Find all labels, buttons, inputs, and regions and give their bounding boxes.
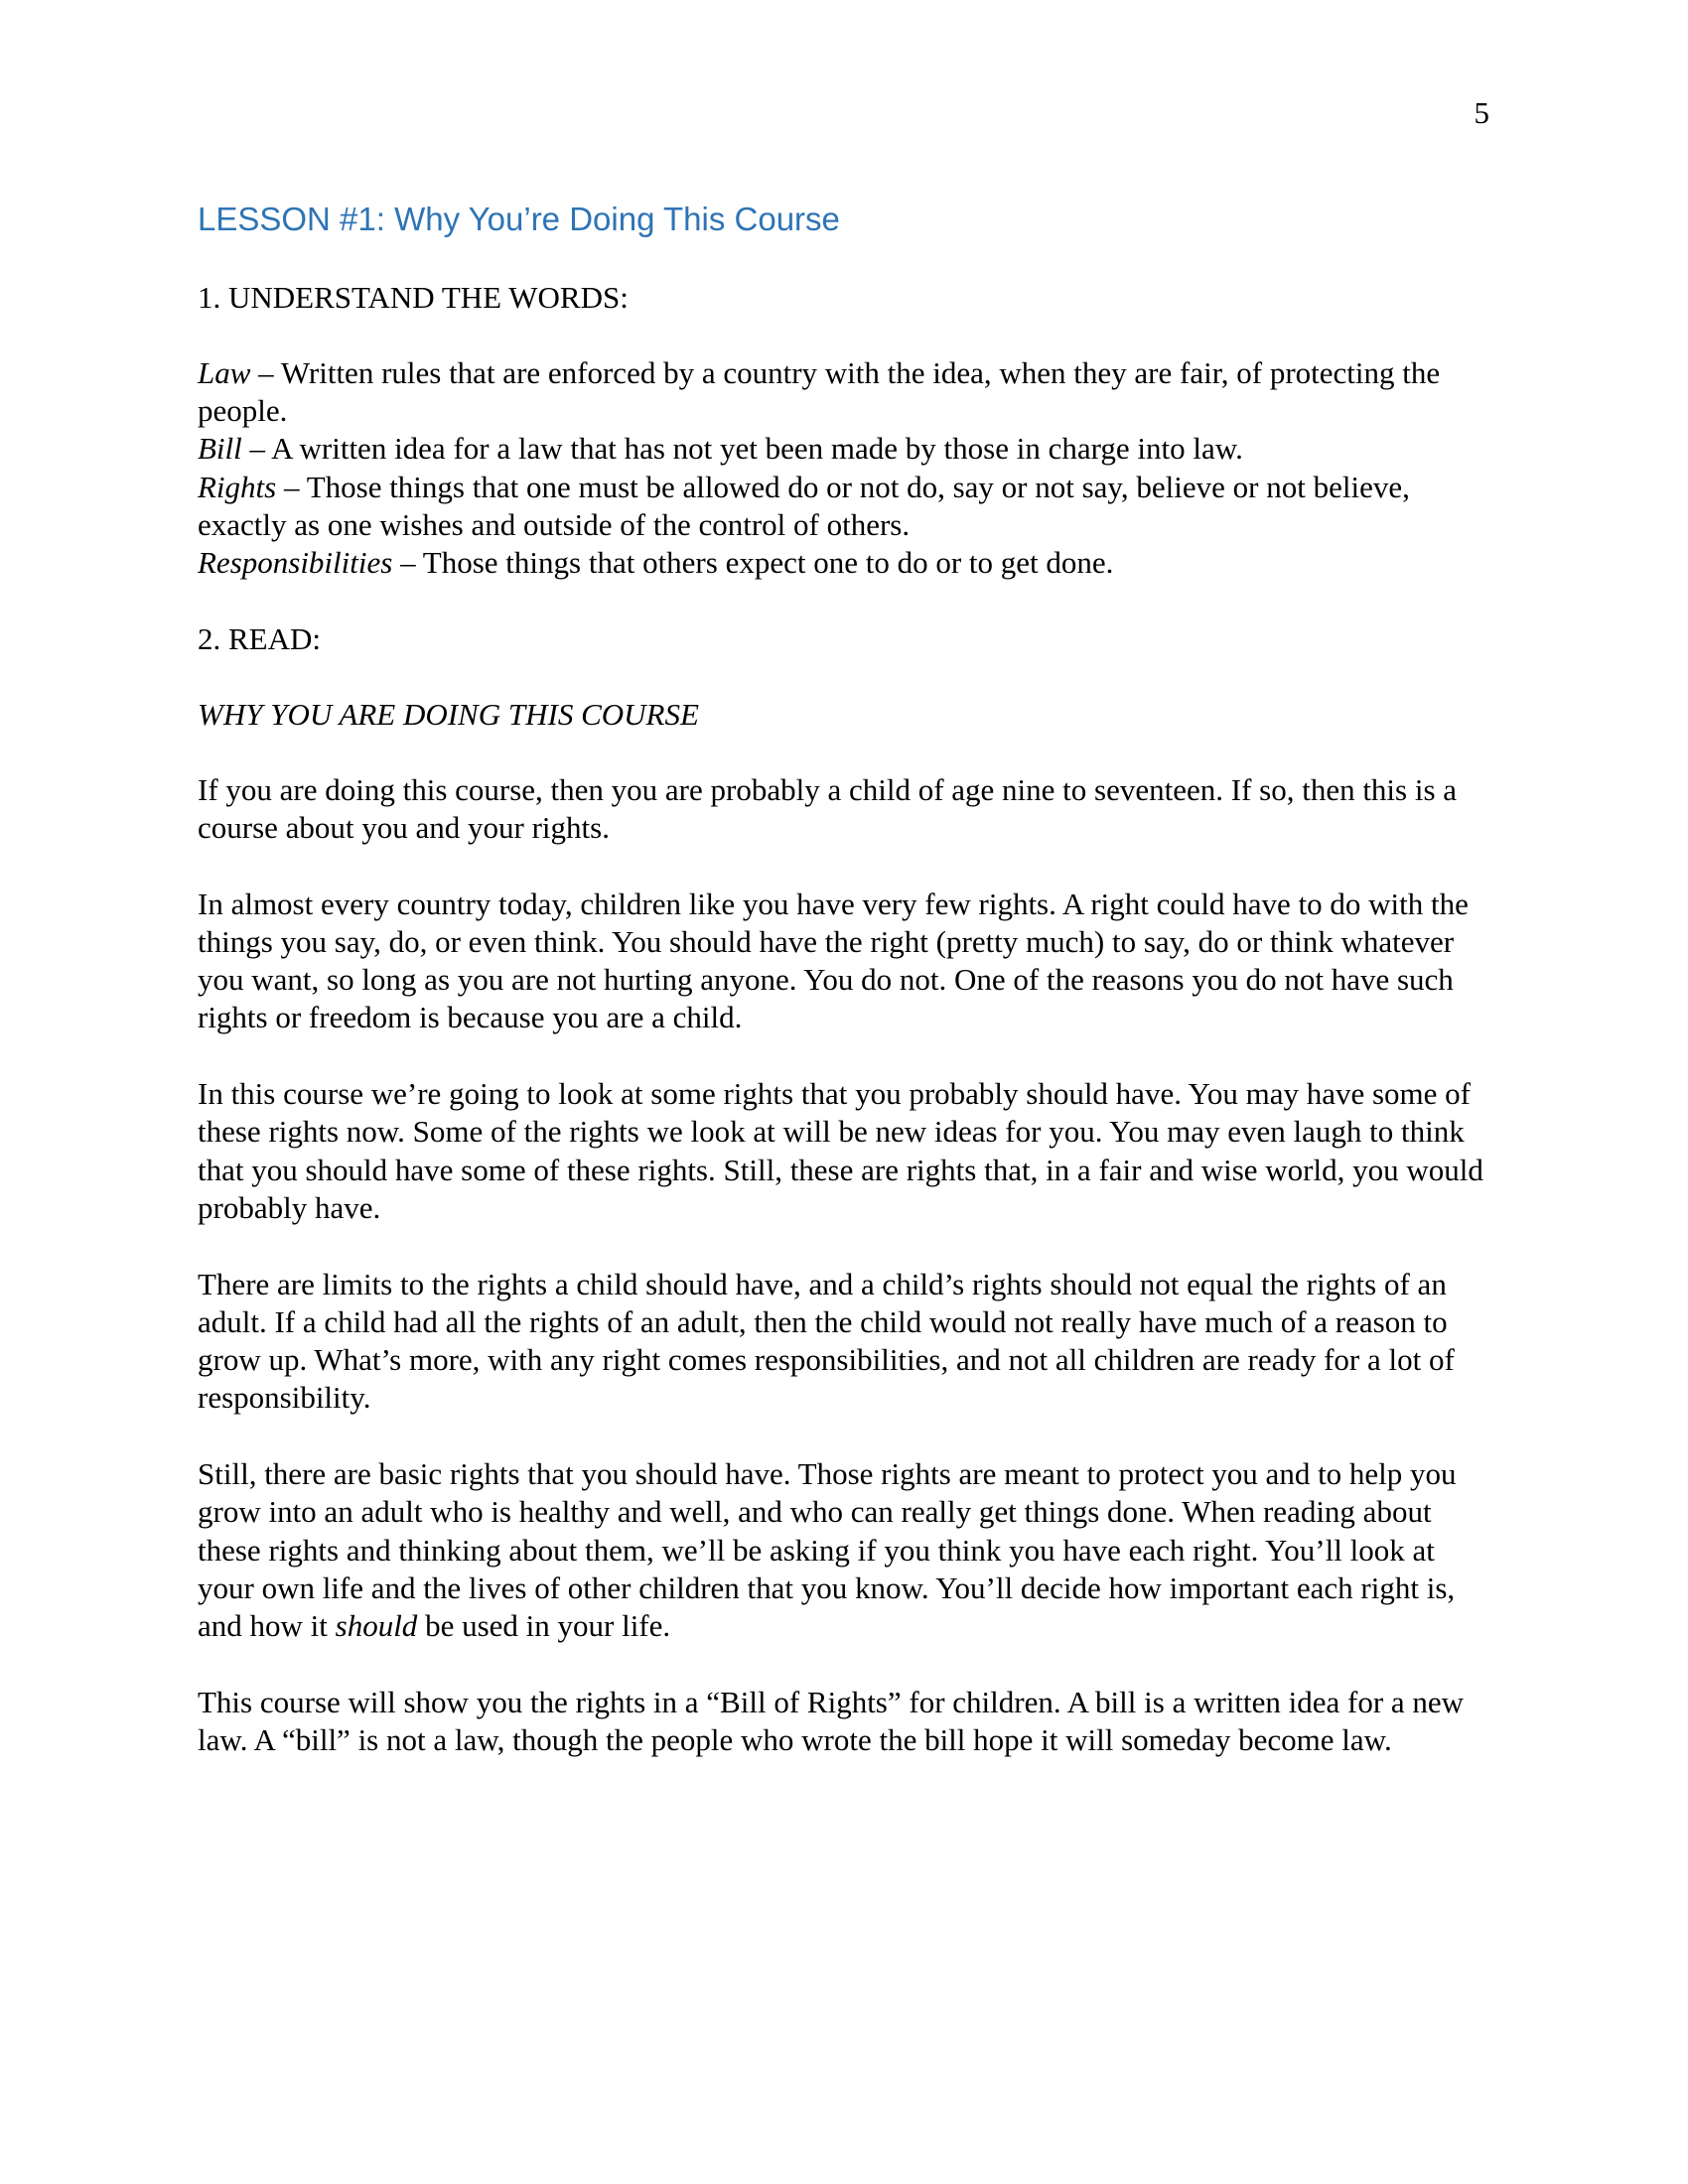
definition-rights <box>198 469 1498 545</box>
paragraph: There are limits to the rights a child should have, and a child’s rights should not equal the rights of an adult. If a child had all the rights of an adult, then the child would not really have much of a reason to grow up. What’s more, with any right comes responsibilities, and not all children are ready for a lot of responsibility. <box>198 1266 1455 1416</box>
definition-term: Rights <box>198 469 277 504</box>
definition-term: Bill <box>198 431 242 467</box>
paragraph-text: be used in your life. <box>417 1608 671 1644</box>
definition-text: Written rules that are enforced by a country with the idea, when they are fair, of protecting the people. <box>198 354 1441 429</box>
section-heading-read: 2. READ: <box>198 620 321 656</box>
paragraph <box>198 1455 1498 1645</box>
section-heading-understand-words: 1. UNDERSTAND THE WORDS: <box>198 279 629 315</box>
paragraph-emphasis: should <box>335 1608 418 1644</box>
definition-dash: – <box>392 545 423 581</box>
definition-responsibilities <box>198 544 1498 582</box>
definition-text: A written idea for a law that has not yet been made by those in charge into law. <box>271 431 1243 467</box>
definitions-list <box>198 354 1498 583</box>
page-number: 5 <box>1474 95 1489 130</box>
definition-law <box>198 354 1498 431</box>
definition-dash: – <box>241 431 272 467</box>
definition-bill <box>198 430 1270 468</box>
lesson-title: LESSON #1: Why You’re Doing This Course <box>198 201 840 237</box>
paragraph: If you are doing this course, then you are probably a child of age nine to seventeen. If so, then this is a course about you and your rights. <box>198 771 1458 845</box>
document-body <box>198 199 1498 1798</box>
paragraph: This course will show you the rights in a “Bill of Rights” for children. A bill is a written idea for a new law. A “bill” is not a law, though the people who wrote the bill hope it will someday become law. <box>198 1684 1465 1758</box>
definition-dash: – <box>250 354 281 390</box>
paragraph: In this course we’re going to look at some rights that you probably should have. You may have some of these rights now. Some of the rights we look at will be new ideas for you. You may even laugh to think that you should have some of these rights. Still, these are rights that, in a fair and wise world, you would probably have. <box>198 1076 1483 1225</box>
story-title: WHY YOU ARE DOING THIS COURSE <box>198 696 699 732</box>
definition-term: Law <box>198 354 251 390</box>
definition-dash: – <box>276 469 307 504</box>
definition-term: Responsibilities <box>198 545 393 581</box>
definition-text: Those things that one must be allowed do or not do, say or not say, believe or not believe, exactly as one wishes and outside of the control of others. <box>198 469 1410 543</box>
paragraph-text: Still, there are basic rights that you should have. Those rights are meant to protect you and to help you grow into an adult who is healthy and well, and who can really get things done. When reading about these rights and thinking about them, we’ll be asking if you think you have each right. You’ll look at your own life and the lives of other children that you know. You’ll decide how important each right is, and how it <box>198 1456 1457 1644</box>
paragraph: In almost every country today, children like you have very few rights. A right could have to do with the things you say, do, or even think. You should have the right (pretty much) to say, do or think whatever you want, so long as you are not hurting anyone. You do not. One of the reasons you do not have such rights or freedom is because you are a child. <box>198 886 1469 1035</box>
definition-text: Those things that others expect one to do or to get done. <box>422 545 1114 581</box>
